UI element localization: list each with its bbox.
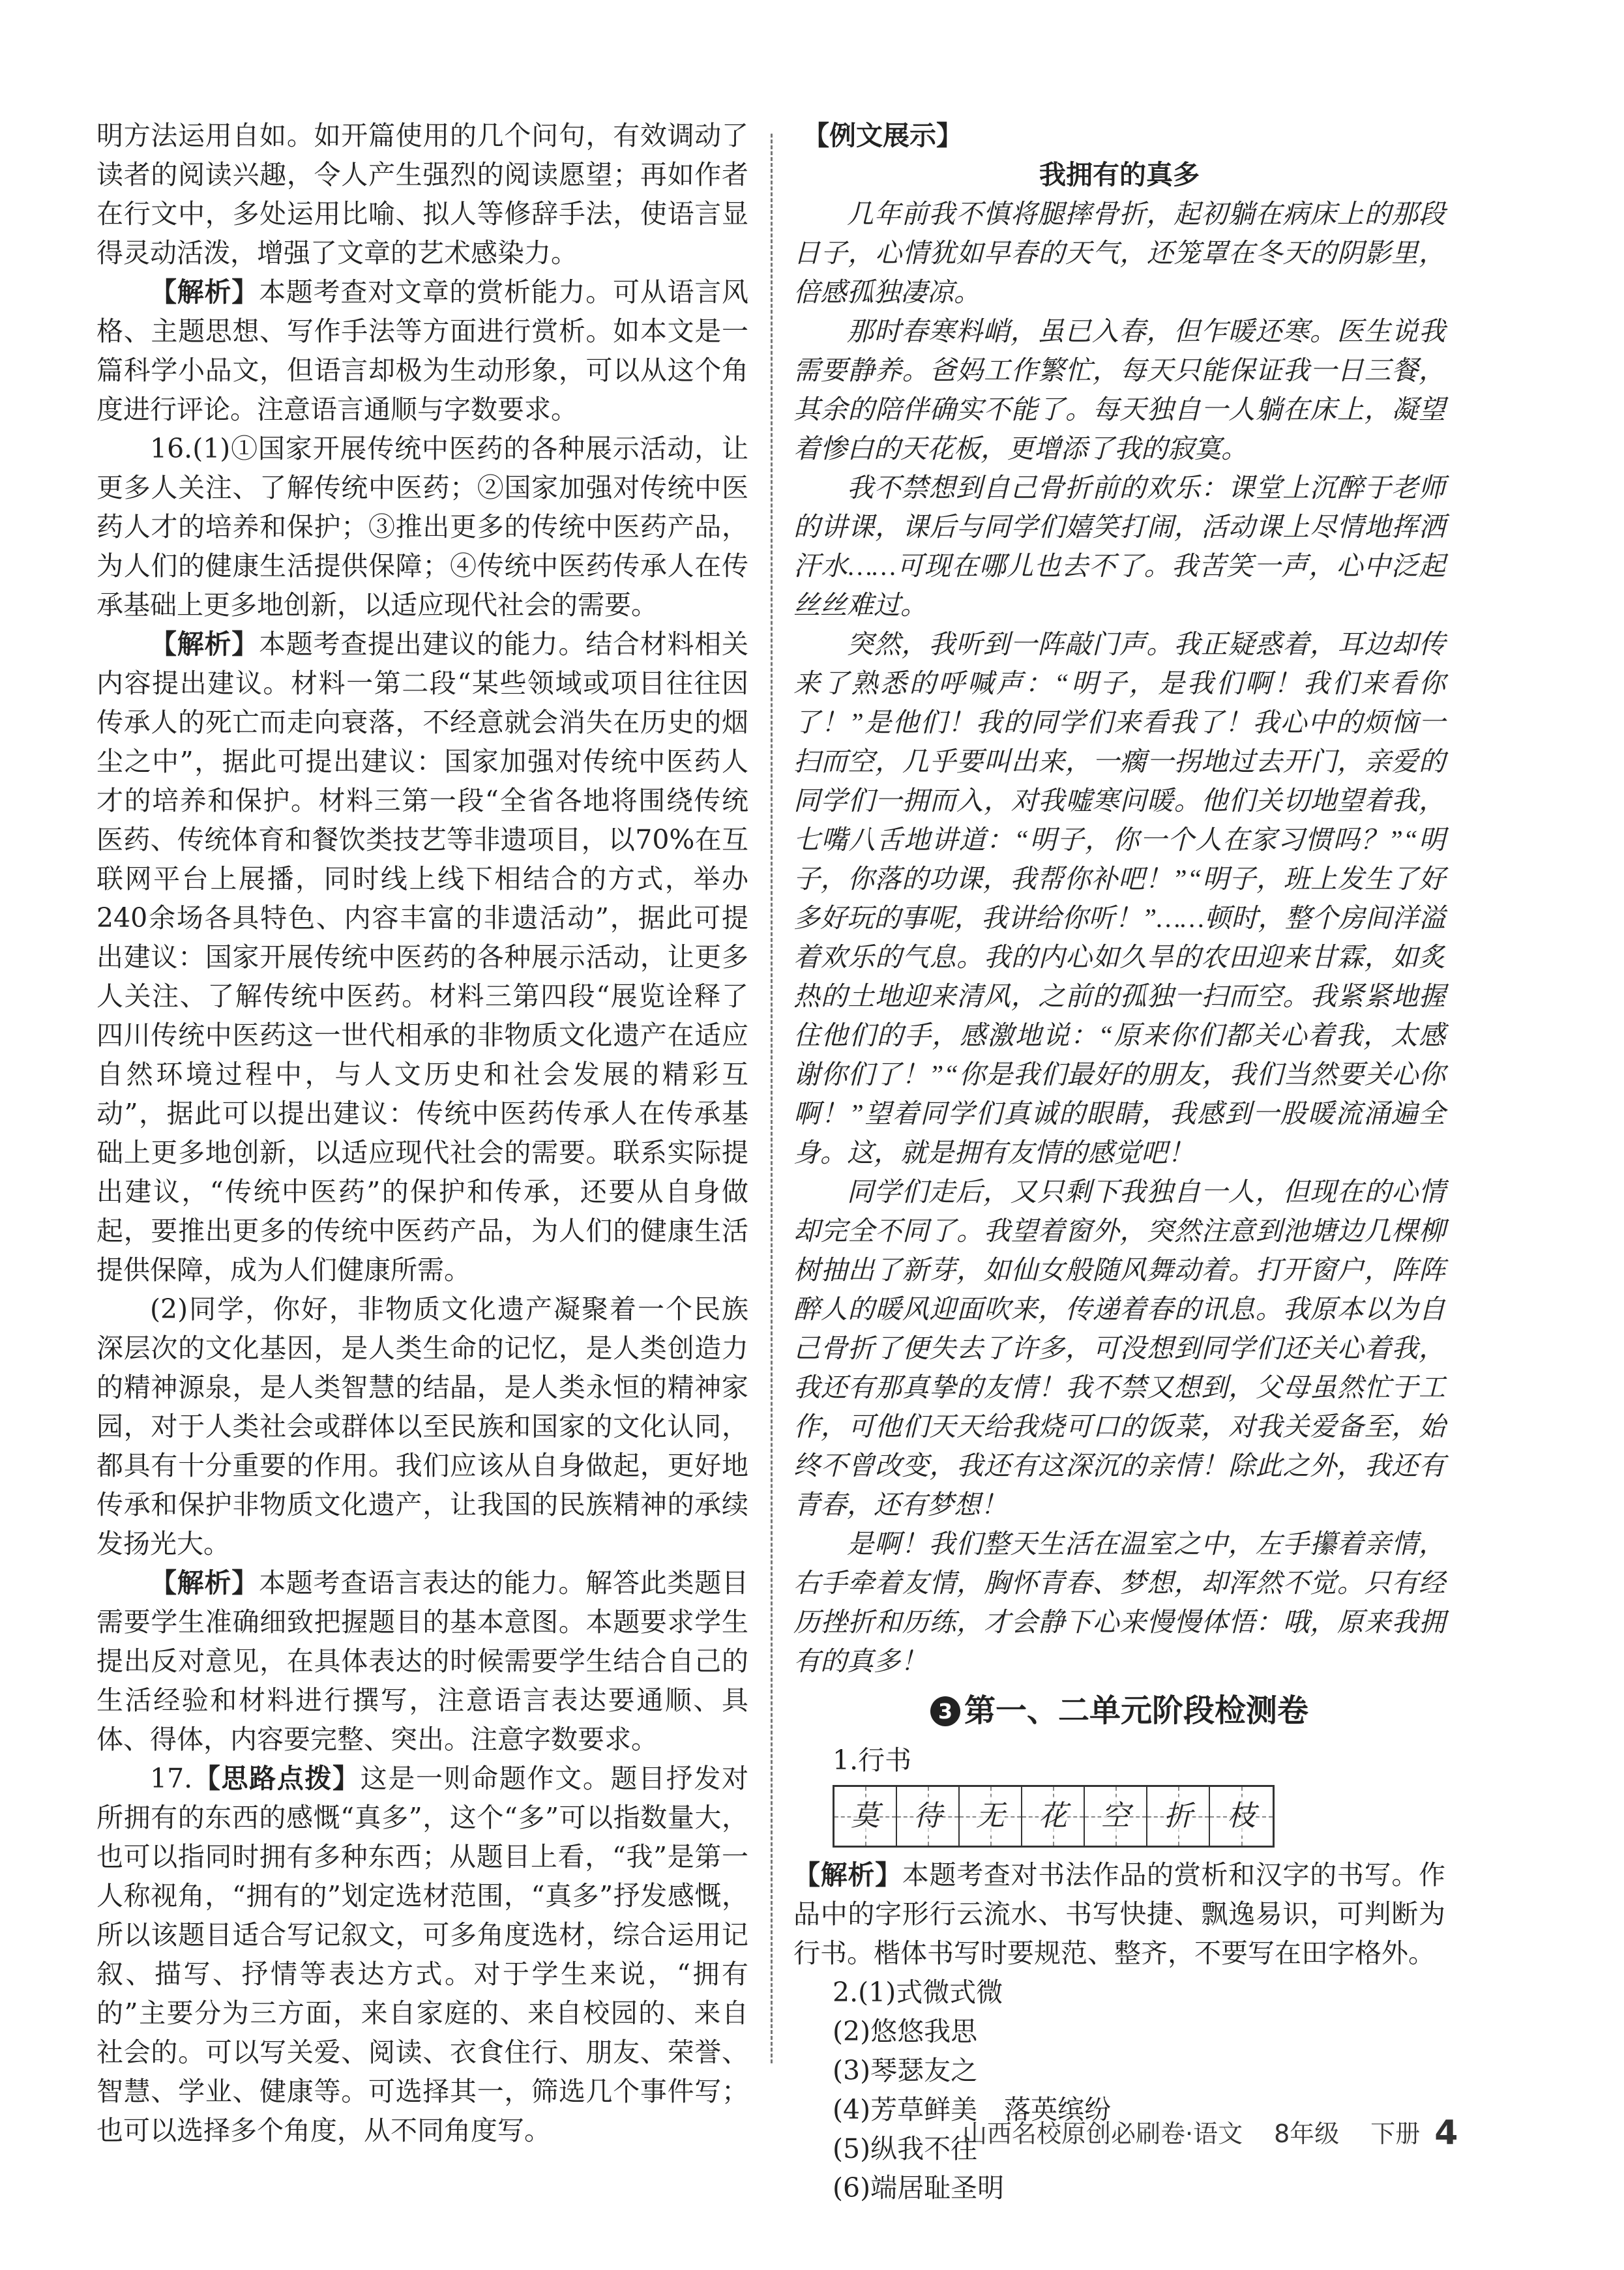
q2-answer: (3)琴瑟友之 xyxy=(833,2055,978,2086)
grid-cell xyxy=(1147,1787,1210,1846)
essay-paragraph: 那时春寒料峭，虽已入春，但乍暖还寒。医生说我需要静养。爸妈工作繁忙，每天只能保证我一日三餐，其余的陪伴确实不能了。每天独自一人躺在床上，凝望着惨白的天花板，更增添了我的寂寞。 xyxy=(793,316,1445,464)
paragraph-intro: 明方法运用自如。如开篇使用的几个问句，有效调动了读者的阅读兴趣，令人产生强烈的阅读愿望；再如作者在行文中，多处运用比喻、拟人等修辞手法，使语言显得灵动活泼，增强了文章的艺术感染力。 xyxy=(96,120,748,269)
grid-cell xyxy=(834,1787,897,1846)
answer-16-2: (2)同学，你好，非物质文化遗产凝聚着一个民族深层次的文化基因，是人类生命的记忆，是人类创造力的精神源泉，是人类智慧的结晶，是人类永恒的精神家园，对于人类社会或群体以至民族和国家的文化认同，都具有十分重要的作用。我们应该从自身做起，更好地传承和保护非物质文化遗产，让我国的民族精神的承续发扬光大。 xyxy=(96,1293,748,1559)
q2-answer: 2.(1)式微式微 xyxy=(833,1977,1003,2008)
left-column xyxy=(96,116,748,2150)
q2-answer: (5)纵我不往 xyxy=(833,2133,978,2164)
analysis-text: 本题考查对书法作品的赏析和汉字的书写。作品中的字形行云流水、书写快捷、飘逸易识，可判断为行书。楷体书写时要规范、整齐，不要写在田字格外。 xyxy=(793,1859,1446,1969)
q1-analysis xyxy=(793,1855,1445,1973)
answer-17 xyxy=(96,1759,748,2150)
essay-paragraph: 几年前我不慎将腿摔骨折，起初躺在病床上的那段日子，心情犹如早春的天气，还笼罩在冬天的阴影里，倍感孤独凄凉。 xyxy=(793,199,1445,307)
grid-char: 枝 xyxy=(1227,1797,1256,1836)
essay-title: 我拥有的真多 xyxy=(1039,159,1200,190)
analysis-tag: 【解析】 xyxy=(150,628,259,660)
footer-grade: 8年级 xyxy=(1274,2119,1340,2148)
footer-book: 山西名校原创必刷卷·语文 xyxy=(962,2119,1243,2148)
unit-title: 第一、二单元阶段检测卷 xyxy=(964,1692,1308,1729)
analysis-tag: 【解析】 xyxy=(150,1567,259,1599)
grid-cell xyxy=(1210,1787,1273,1846)
analysis-tag: 【解析】 xyxy=(150,276,259,308)
analysis-text: 本题考查语言表达的能力。解答此类题目需要学生准确细致把握题目的基本意图。本题要求学生提出反对意见，在具体表达的时候需要学生结合自己的生活经验和材料进行撰写，注意语言表达要通顺、具体、得体，内容要完整、突出。注意字数要求。 xyxy=(96,1567,749,1755)
example-tag: 【例文展示】 xyxy=(803,120,963,151)
unit-heading xyxy=(793,1687,1445,1734)
grid-char: 折 xyxy=(1164,1797,1192,1836)
page-footer xyxy=(962,2114,1458,2153)
column-divider xyxy=(771,134,773,2063)
grid-char: 无 xyxy=(976,1797,1005,1836)
analysis-16-1 xyxy=(96,625,748,1290)
q1-label: 1.行书 xyxy=(833,1745,912,1776)
analysis-text: 本题考查对文章的赏析能力。可从语言风格、主题思想、写作手法等方面进行赏析。如本文是一篇科学小品文，但语言却极为生动形象，可以从这个角度进行评论。注意语言通顺与字数要求。 xyxy=(96,276,749,425)
calligraphy-grid xyxy=(833,1785,1275,1848)
question-number: 17. xyxy=(150,1763,193,1794)
grid-cell xyxy=(897,1787,960,1846)
hint-text: 这是一则命题作文。题目抒发对所拥有的东西的感慨“真多”，这个“多”可以指数量大，也可以指同时拥有多种东西；从题目上看，“我”是第一人称视角，“拥有的”划定选材范围，“真多”抒发感慨，所以该题目适合写记叙文，可多角度选材，综合运用记叙、描写、抒情等表达方式。对于学生来说，“拥有的”主要分为三方面，来自家庭的、来自校园的、来自社会的。可以写关爱、阅读、衣食住行、朋友、荣誉、智慧、学业、健康等。可选择其一，筛选几个事件写；也可以选择多个角度，从不同角度写。 xyxy=(96,1763,749,2146)
essay-paragraph: 突然，我听到一阵敲门声。我正疑惑着，耳边却传来了熟悉的呼喊声：“明子，是我们啊！我们来看你了！”是他们！我的同学们来看我了！我心中的烦恼一扫而空，几乎要叫出来，一瘸一拐地过去开门，亲爱的同学们一拥而入，对我嘘寒问暖。他们关切地望着我，七嘴八舌地讲道：“明子，你一个人在家习惯吗？”“明子，你落的功课，我帮你补吧！”“明子，班上发生了好多好玩的事呢，我讲给你听！”……顿时，整个房间洋溢着欢乐的气息。我的内心如久旱的农田迎来甘霖，如炙热的土地迎来清风，之前的孤独一扫而空。我紧紧地握住他们的手，感激地说：“原来你们都关心着我，太感谢你们了！”“你是我们最好的朋友，我们当然要关心你啊！”望着同学们真诚的眼睛，我感到一股暖流涌遍全身。这，就是拥有友情的感觉吧！ xyxy=(793,629,1445,1168)
footer-term: 下册 xyxy=(1370,2119,1421,2148)
analysis-15 xyxy=(96,273,748,429)
answer-16-1: 16.(1)①国家开展传统中医药的各种展示活动，让更多人关注、了解传统中医药；②国家加强对传统中医药人才的培养和保护；③推出更多的传统中医药产品，为人们的健康生活提供保障；④传统中医药传承人在传承基础上更多地创新，以适应现代社会的需要。 xyxy=(96,433,748,621)
q2-answer: (6)端居耻圣明 xyxy=(833,2172,1005,2204)
unit-number-badge: 3 xyxy=(930,1696,960,1726)
grid-cell xyxy=(960,1787,1022,1846)
essay-paragraph: 是啊！我们整天生活在温室之中，左手攥着亲情，右手牵着友情，胸怀青春、梦想，却浑然不觉。只有经历挫折和历练，才会静下心来慢慢体悟：哦，原来我拥有的真多！ xyxy=(793,1529,1445,1676)
essay-paragraph: 我不禁想到自己骨折前的欢乐：课堂上沉醉于老师的讲课，课后与同学们嬉笑打闹，活动课上尽情地挥洒汗水……可现在哪儿也去不了。我苦笑一声，心中泛起丝丝难过。 xyxy=(793,473,1445,620)
grid-cell xyxy=(1022,1787,1085,1846)
grid-char: 待 xyxy=(913,1797,942,1836)
grid-char: 空 xyxy=(1101,1797,1130,1836)
analysis-tag: 【解析】 xyxy=(793,1859,902,1891)
right-column xyxy=(793,116,1445,2207)
q2-answer: (4)芳草鲜美 落英缤纷 xyxy=(833,2094,1112,2125)
essay-paragraph: 同学们走后，又只剩下我独自一人，但现在的心情却完全不同了。我望着窗外，突然注意到池塘边几棵柳树抽出了新芽，如仙女般随风舞动着。打开窗户，阵阵醉人的暖风迎面吹来，传递着春的讯息。我原本以为自己骨折了便失去了许多，可没想到同学们还关心着我，我还有那真挚的友情！我不禁又想到，父母虽然忙于工作，可他们天天给我烧可口的饭菜，对我关爱备至，始终不曾改变，我还有这深沉的亲情！除此之外，我还有青春，还有梦想！ xyxy=(793,1177,1445,1520)
analysis-16-2 xyxy=(96,1563,748,1759)
page-number: 4 xyxy=(1434,2114,1458,2153)
analysis-text: 本题考查提出建议的能力。结合材料相关内容提出建议。材料一第二段“某些领域或项目往往因传承人的死亡而走向衰落，不经意就会消失在历史的烟尘之中”，据此可提出建议：国家加强对传统中医药人才的培养和保护。材料三第一段“全省各地将围绕传统医药、传统体育和餐饮类技艺等非遗项目，以70%在互联网平台上展播，同时线上线下相结合的方式，举办240余场各具特色、内容丰富的非遗活动”，据此可提出建议：国家开展传统中医药的各种展示活动，让更多人关注、了解传统中医药。材料三第四段“展览诠释了四川传统中医药这一世代相承的非物质文化遗产在适应自然环境过程中，与人文历史和社会发展的精彩互动”，据此可以提出建议：传统中医药传承人在传承基础上更多地创新，以适应现代社会的需要。联系实际提出建议，“传统中医药”的保护和传承，还要从自身做起，要推出更多的传统中医药产品，为人们的健康生活提供保障，成为人们健康所需。 xyxy=(96,628,749,1286)
grid-cell xyxy=(1085,1787,1147,1846)
grid-char: 花 xyxy=(1039,1797,1067,1836)
hint-tag: 【思路点拨】 xyxy=(192,1763,361,1794)
q2-answer: (2)悠悠我思 xyxy=(833,2016,978,2047)
grid-char: 莫 xyxy=(851,1797,879,1836)
